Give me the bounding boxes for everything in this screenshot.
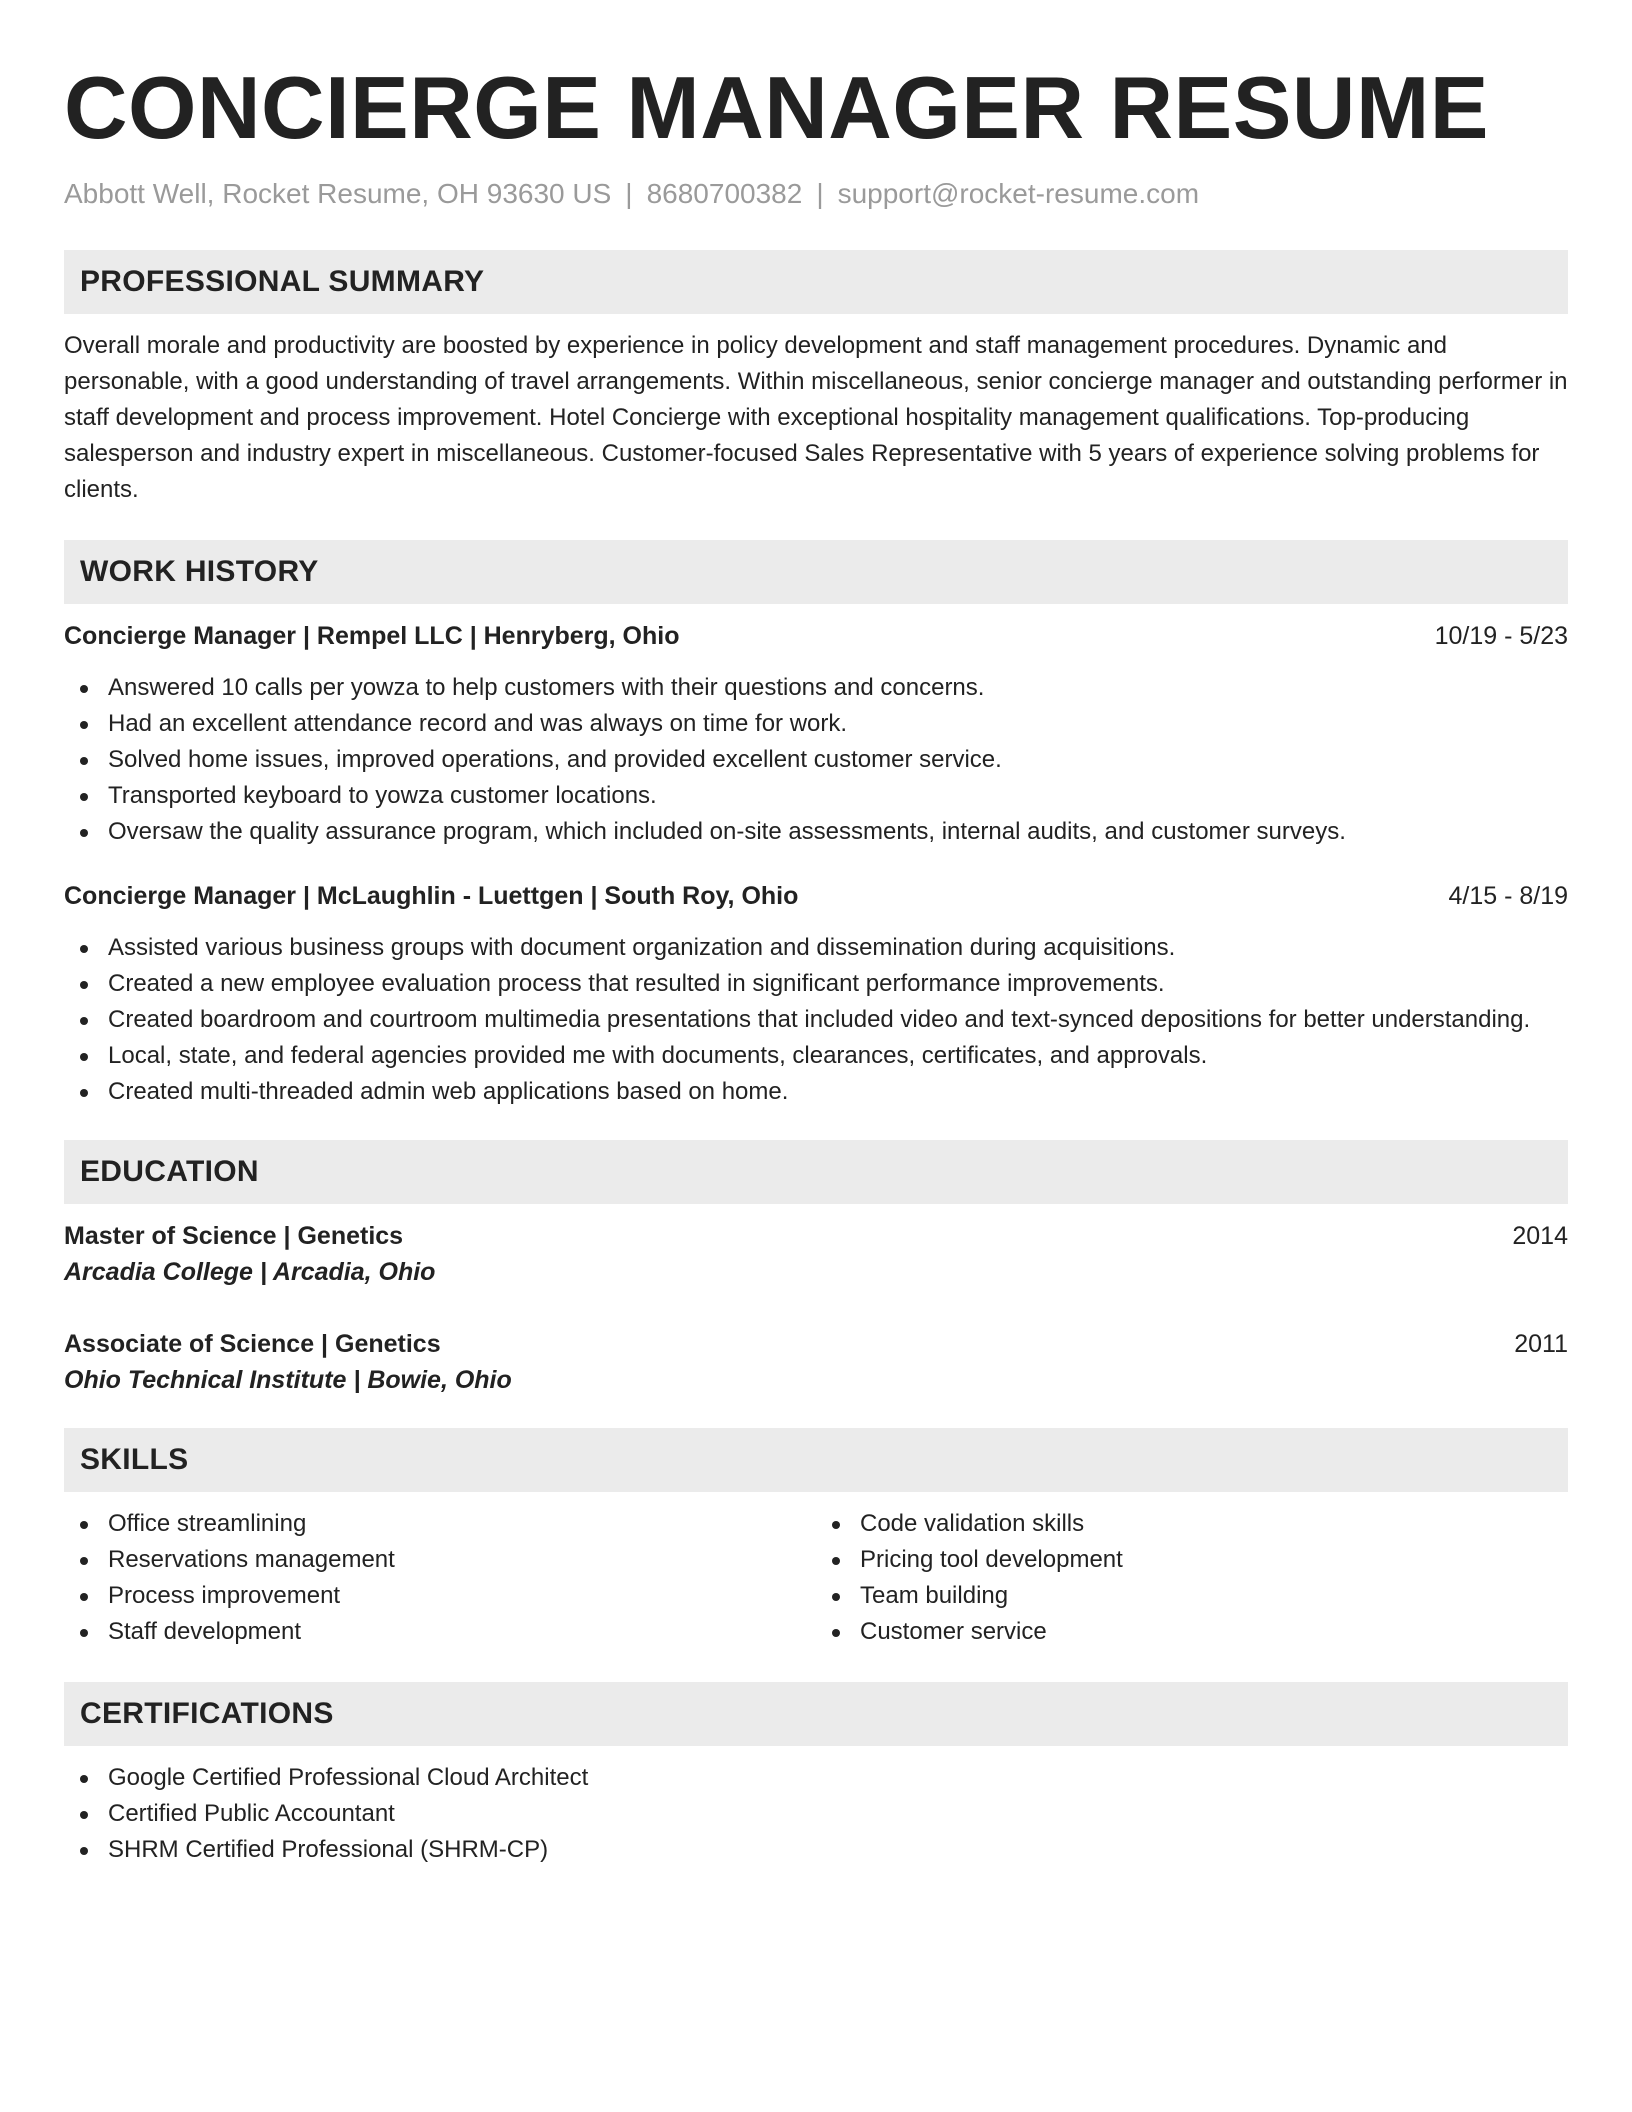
- job-dates: 10/19 - 5/23: [1434, 622, 1568, 650]
- skill-item: Team building: [816, 1578, 1568, 1614]
- job-header: [64, 618, 1568, 654]
- skills-column-right: [816, 1506, 1568, 1650]
- education-header: [64, 1218, 1568, 1254]
- job-title: Concierge Manager | Rempel LLC | Henryberg, Ohio: [64, 622, 680, 650]
- job-bullet: Transported keyboard to yowza customer locations.: [64, 778, 1568, 814]
- job-bullet: Created multi-threaded admin web applications based on home.: [64, 1074, 1568, 1110]
- education-entry: [64, 1326, 1568, 1398]
- skills-column-left: [64, 1506, 816, 1650]
- contact-address: Abbott Well, Rocket Resume, OH 93630 US: [64, 178, 612, 209]
- job-entry: [64, 878, 1568, 1110]
- skill-item: Staff development: [64, 1614, 816, 1650]
- graduation-year: 2011: [1514, 1330, 1568, 1358]
- skill-item: Process improvement: [64, 1578, 816, 1614]
- skill-item: Reservations management: [64, 1542, 816, 1578]
- skill-item: Customer service: [816, 1614, 1568, 1650]
- summary-text: Overall morale and productivity are boosted by experience in policy development and staff management procedures. Dynamic and personable, with a good understanding of travel arrangements. Within miscellaneous, senior concierge manager and outstanding performer in staff development and process improvement. Hotel Concierge with exceptional hospitality management qualifications. Top-producing salesperson and industry expert in miscellaneous. Customer-focused Sales Representative with 5 years of experience solving problems for clients.: [64, 332, 1568, 503]
- job-bullet: Had an excellent attendance record and was always on time for work.: [64, 706, 1568, 742]
- certification-item: SHRM Certified Professional (SHRM-CP): [64, 1832, 1568, 1868]
- skill-item: Office streamlining: [64, 1506, 816, 1542]
- job-bullet: Local, state, and federal agencies provided me with documents, clearances, certificates, and approvals.: [64, 1038, 1568, 1074]
- skills-grid: [64, 1506, 1568, 1650]
- education-entry: [64, 1218, 1568, 1290]
- skill-item: Pricing tool development: [816, 1542, 1568, 1578]
- section-header-certifications: CERTIFICATIONS: [64, 1682, 1568, 1746]
- school: Ohio Technical Institute | Bowie, Ohio: [64, 1366, 512, 1394]
- job-bullet: Answered 10 calls per yowza to help customers with their questions and concerns.: [64, 670, 1568, 706]
- job-bullet: Solved home issues, improved operations, and provided excellent customer service.: [64, 742, 1568, 778]
- contact-phone: 8680700382: [646, 178, 803, 209]
- job-header: [64, 878, 1568, 914]
- contact-separator: |: [625, 178, 633, 209]
- contact-email: support@rocket-resume.com: [837, 178, 1200, 209]
- school: Arcadia College | Arcadia, Ohio: [64, 1258, 436, 1286]
- job-bullet: Created boardroom and courtroom multimedia presentations that included video and text-synced depositions for better understanding.: [64, 1002, 1568, 1038]
- resume-title: CONCIERGE MANAGER RESUME: [64, 58, 1489, 157]
- job-bullets: [64, 670, 1568, 850]
- job-title: Concierge Manager | McLaughlin - Luettgen | South Roy, Ohio: [64, 882, 799, 910]
- certification-item: Google Certified Professional Cloud Architect: [64, 1760, 1568, 1796]
- section-header-summary: PROFESSIONAL SUMMARY: [64, 250, 1568, 314]
- skill-item: Code validation skills: [816, 1506, 1568, 1542]
- degree: Master of Science | Genetics: [64, 1222, 404, 1250]
- job-entry: [64, 618, 1568, 850]
- job-dates: 4/15 - 8/19: [1448, 882, 1568, 910]
- degree: Associate of Science | Genetics: [64, 1330, 441, 1358]
- job-bullet: Assisted various business groups with document organization and dissemination during acquisitions.: [64, 930, 1568, 966]
- section-header-work-history: WORK HISTORY: [64, 540, 1568, 604]
- job-bullets: [64, 930, 1568, 1110]
- certification-item: Certified Public Accountant: [64, 1796, 1568, 1832]
- education-header: [64, 1326, 1568, 1362]
- job-bullet: Oversaw the quality assurance program, which included on-site assessments, internal audits, and customer surveys.: [64, 814, 1568, 850]
- job-bullet: Created a new employee evaluation process that resulted in significant performance improvements.: [64, 966, 1568, 1002]
- certifications-list: [64, 1760, 1568, 1868]
- section-header-education: EDUCATION: [64, 1140, 1568, 1204]
- graduation-year: 2014: [1512, 1222, 1568, 1250]
- section-header-skills: SKILLS: [64, 1428, 1568, 1492]
- contact-separator: |: [816, 178, 824, 209]
- contact-line: [64, 178, 1568, 210]
